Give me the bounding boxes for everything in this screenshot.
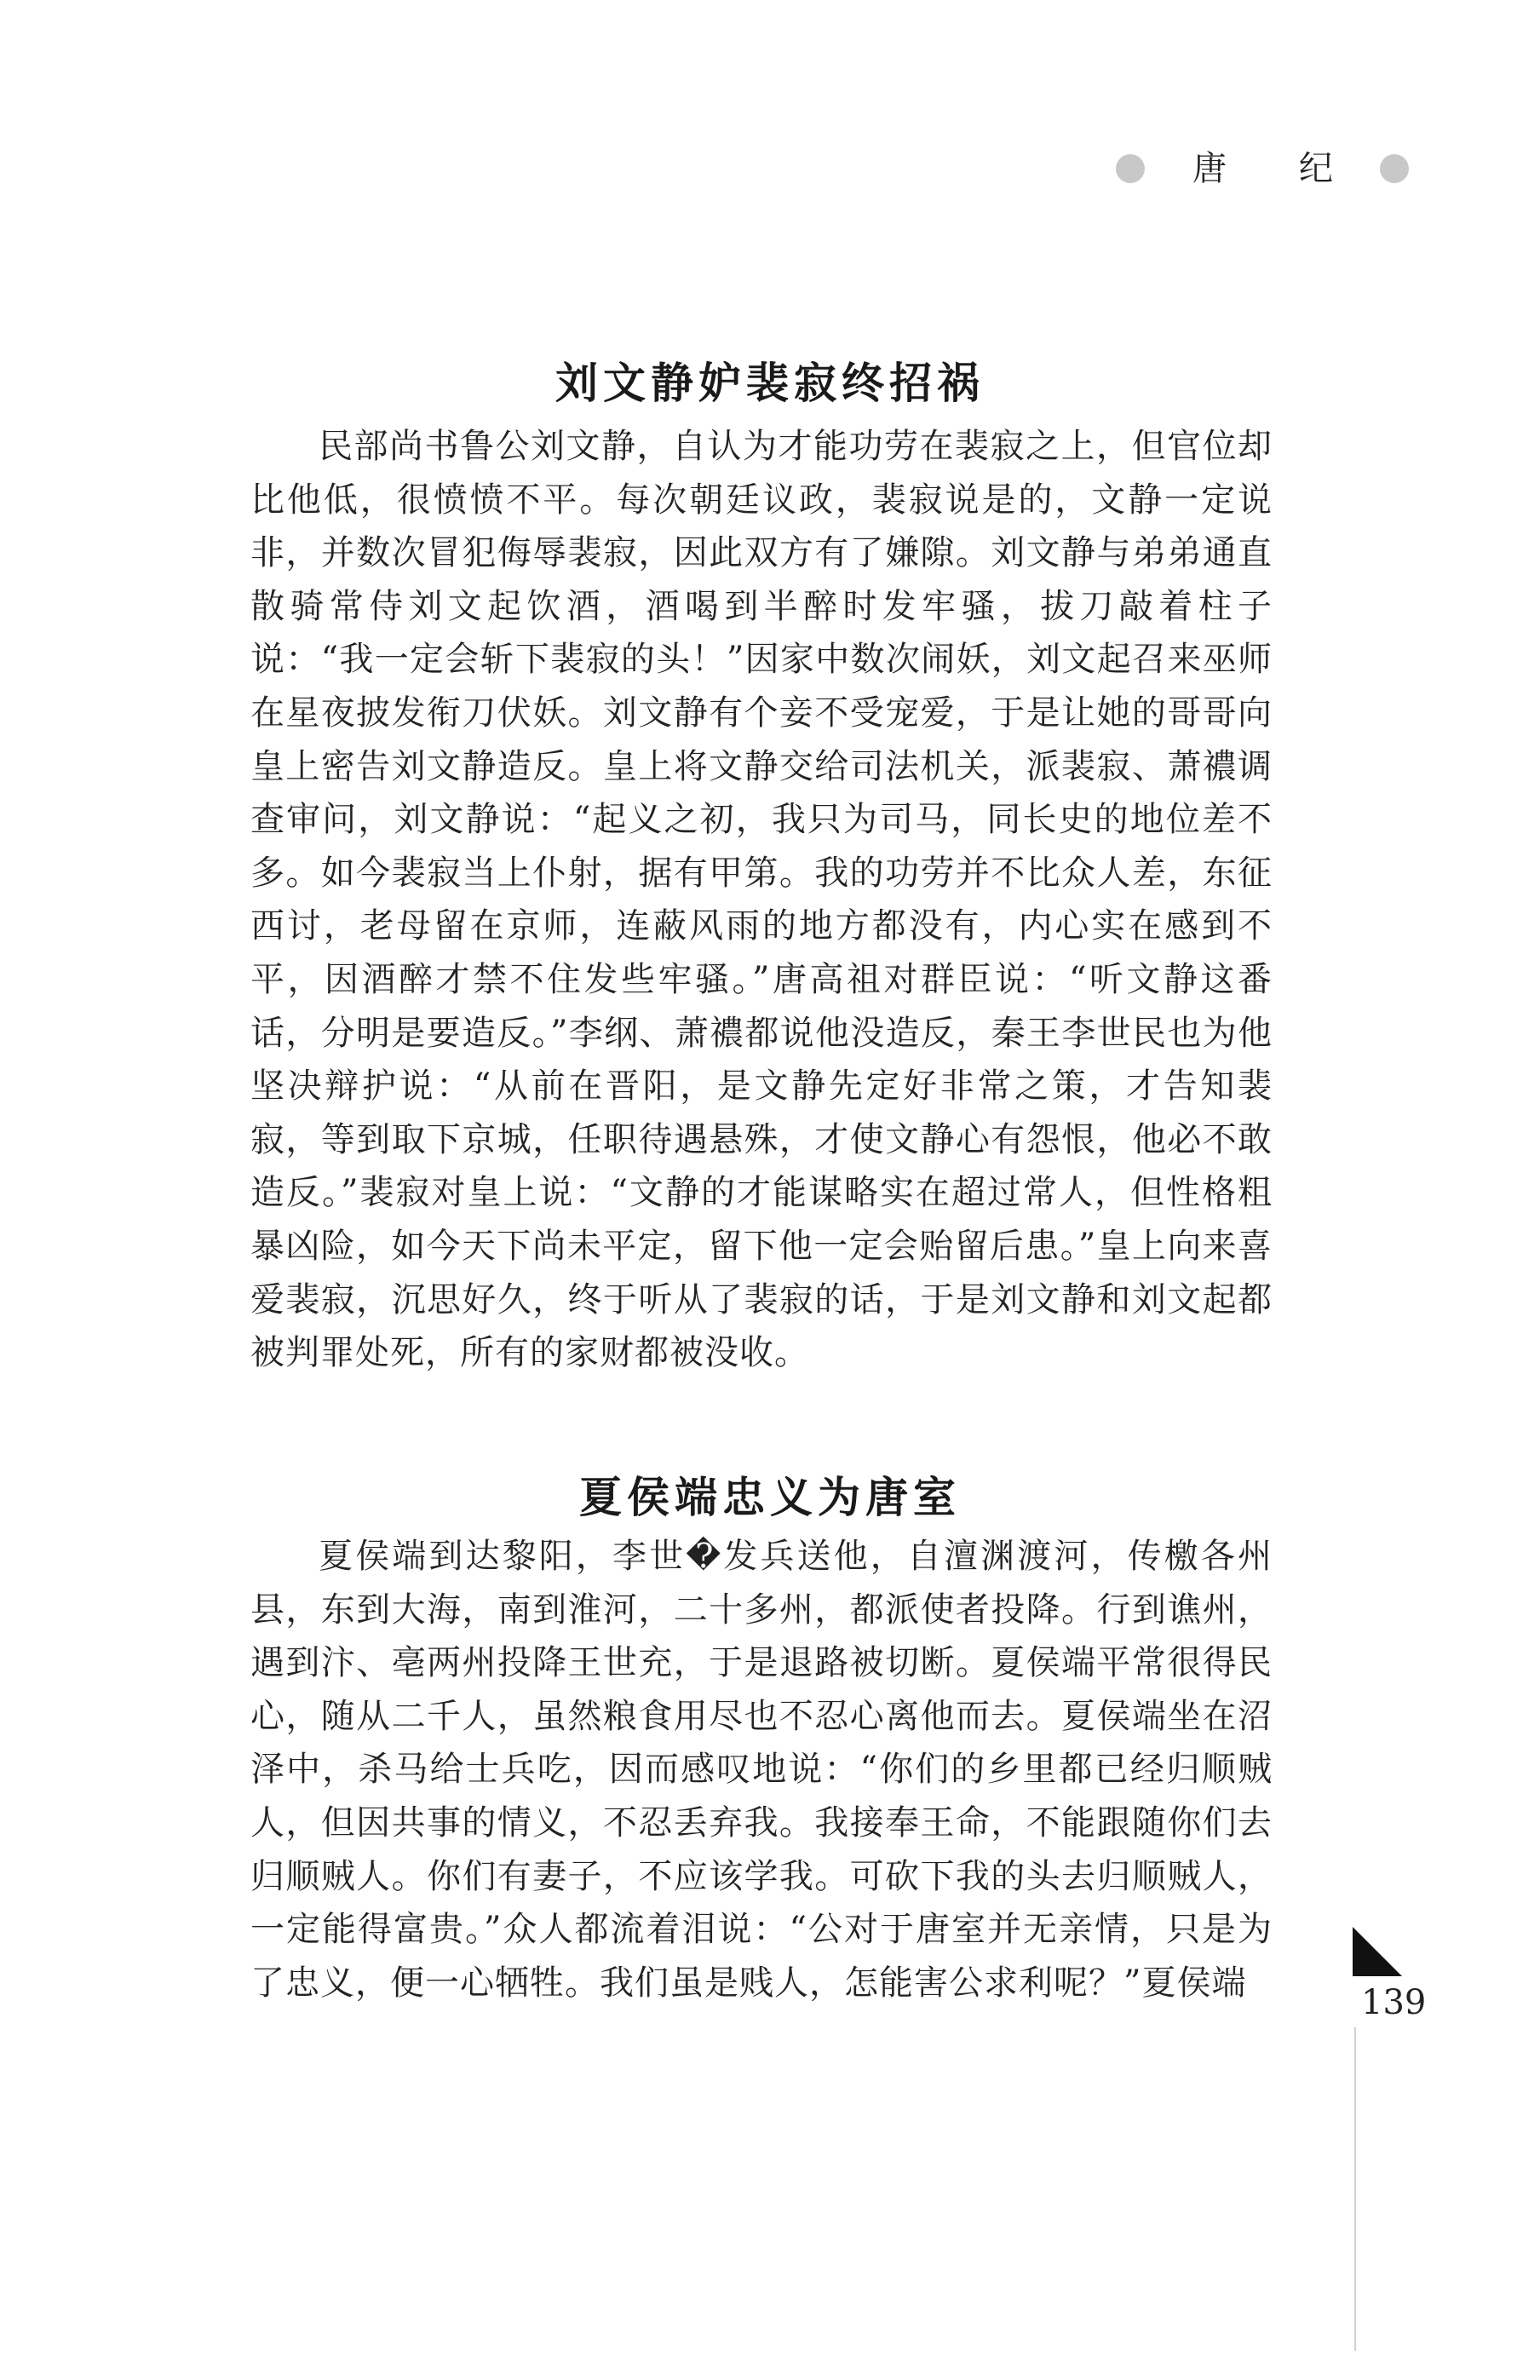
section-body-1: 民部尚书鲁公刘文静，自认为才能功劳在裴寂之上，但官位却比他低，很愤愤不平。每次朝廷议政，裴寂说是的，文静一定说非，并数次冒犯侮辱裴寂，因此双方有了嫌隙。刘文静与弟弟通直散骑常侍刘文起饮酒，酒喝到半醉时发牢骚，拔刀敲着柱子说：“我一定会斩下裴寂的头！”因家中数次闹妖，刘文起召来巫师在星夜披发衔刀伏妖。刘文静有个妾不受宠爱，于是让她的哥哥向皇上密告刘文静造反。皇上将文静交给司法机关，派裴寂、萧禯调查审问，刘文静说：“起义之初，我只为司马，同长史的地位差不多。如今裴寂当上仆射，据有甲第。我的功劳并不比众人差，东征西讨，老母留在京师，连蔽风雨的地方都没有，内心实在感到不平，因酒醉才禁不住发些牢骚。”唐高祖对群臣说：“听文静这番话，分明是要造反。”李纲、萧禯都说他没造反，秦王李世民也为他坚决辩护说：“从前在晋阳，是文静先定好非常之策，才告知裴寂，等到取下京城，任职待遇悬殊，才使文静心有怨恨，他必不敢造反。”裴寂对皇上说：“文静的才能谋略实在超过常人，但性格粗暴凶险，如今天下尚未平定，留下他一定会贻留后患。”皇上向来喜爱裴寂，沉思好久，终于听从了裴寂的话，于是刘文静和刘文起都被判罪处死，所有的家财都被没收。	[250, 427, 1273, 1373]
section-title-2: 夏侯端忠义为唐室	[579, 1472, 961, 1522]
running-header	[1107, 143, 1431, 194]
page-corner-triangle	[1353, 1927, 1402, 1976]
header-dot-right	[1380, 154, 1409, 183]
header-dot-left	[1116, 154, 1145, 183]
margin-rule	[1354, 2027, 1356, 2351]
header-char-ji: 纪	[1299, 149, 1333, 188]
section-title-1: 刘文静妒裴寂终招祸	[555, 358, 985, 408]
section-body-2: 夏侯端到达黎阳，李世�发兵送他，自澶渊渡河，传檄各州县，东到大海，南到淮河，二十多州，都派使者投降。行到谯州，遇到汴、亳两州投降王世充，于是退路被切断。夏侯端平常很得民心，随从二千人，虽然粮食用尽也不忍心离他而去。夏侯端坐在沼泽中，杀马给士兵吃，因而感叹地说：“你们的乡里都已经归顺贼人，但因共事的情义，不忍丢弃我。我接奉王命，不能跟随你们去归顺贼人。你们有妻子，不应该学我。可砍下我的头去归顺贼人，一定能得富贵。”众人都流着泪说：“公对于唐室并无亲情，只是为了忠义，便一心牺牲。我们虽是贱人，怎能害公求利呢？”夏侯端	[250, 1537, 1273, 2003]
page-number: 139	[1361, 1983, 1427, 2022]
header-char-tang: 唐	[1192, 149, 1227, 188]
